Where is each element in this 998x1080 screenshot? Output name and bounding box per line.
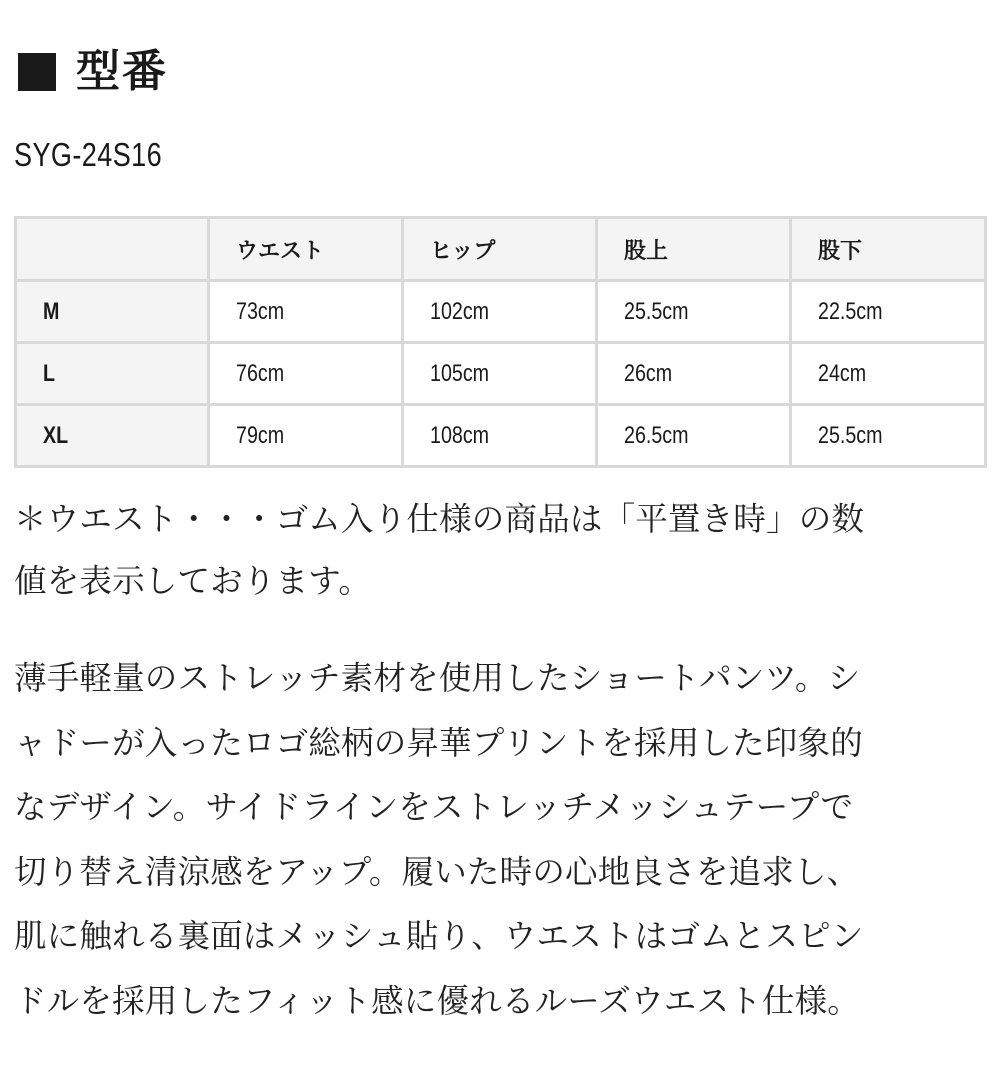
size-label: M [16,281,209,343]
table-row [16,281,986,343]
table-header-rise: 股上 [597,218,791,281]
table-header-row [16,218,986,281]
table-cell: 108cm [403,405,597,467]
table-cell: 25.5cm [791,405,986,467]
note-line: 値を表示しております。 [14,562,372,600]
table-cell: 73cm [209,281,403,343]
model-number: SYG-24S16 [14,136,163,173]
table-header-corner [16,218,209,281]
product-description [14,646,989,1033]
waist-note [14,488,989,612]
heading-title: 型番 [76,46,168,97]
table-header-waist: ウエスト [209,218,403,281]
size-table [14,216,987,468]
table-cell: 25.5cm [597,281,791,343]
table-header-inseam: 股下 [791,218,986,281]
table-cell: 76cm [209,343,403,405]
table-cell: 26cm [597,343,791,405]
size-label: XL [16,405,209,467]
description-line: 薄手軽量のストレッチ素材を使用したショートパンツ。シ [14,659,861,697]
table-header-hip: ヒップ [403,218,597,281]
table-cell: 105cm [403,343,597,405]
table-cell: 26.5cm [597,405,791,467]
table-cell: 102cm [403,281,597,343]
size-label: L [16,343,209,405]
section-heading [18,40,168,104]
table-row [16,343,986,405]
description-line: なデザイン。サイドラインをストレッチメッシュテープで [14,788,854,826]
square-bullet-icon [18,53,56,91]
description-line: ドルを採用したフィット感に優れるルーズウエスト仕様。 [14,981,860,1020]
table-cell: 79cm [209,405,403,467]
table-row [16,405,986,467]
table-cell: 22.5cm [791,281,986,343]
table-cell: 24cm [791,343,986,405]
description-line: 肌に触れる裏面はメッシュ貼り、ウエストはゴムとスピン [14,917,864,955]
description-line: ャドーが入ったロゴ総柄の昇華プリントを採用した印象的 [14,723,863,762]
description-line: 切り替え清涼感をアップ。履いた時の心地良さを追求し、 [14,852,860,891]
note-line: ＊ウエスト・・・ゴム入り仕様の商品は「平置き時」の数 [14,500,865,538]
